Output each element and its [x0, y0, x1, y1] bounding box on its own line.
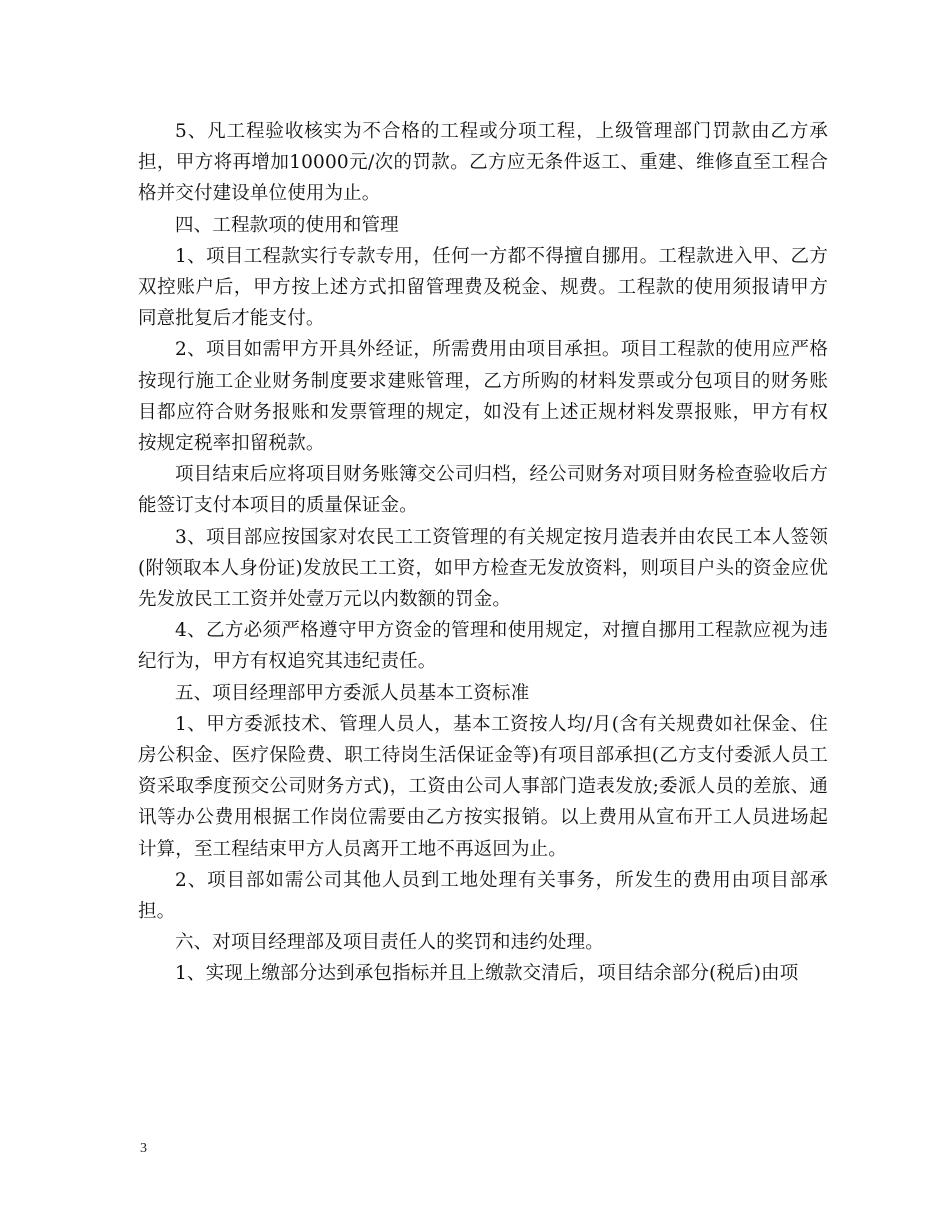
document-body	[138, 116, 828, 990]
paragraph-clause-5-penalty: 5、凡工程验收核实为不合格的工程或分项工程，上级管理部门罚款由乙方承担，甲方将再增加10000元/次的罚款。乙方应无条件返工、重建、维修直至工程合格并交付建设单位使用为止。	[138, 121, 828, 205]
heading-section-6: 六、对项目经理部及项目责任人的奖罚和违约处理。	[175, 932, 604, 954]
paragraph-clause-1-staff-salary: 1、甲方委派技术、管理人员人，基本工资按人均/月(含有关规费如社保金、住房公积金、医疗保险费、职工待岗生活保证金等)有项目部承担(乙方支付委派人员工资采取季度预交公司财务方式)，工资由公司人事部门造表发放;委派人员的差旅、通讯等办公费用根据工作岗位需要由乙方按实报销。以上费用从宣布开工人员进场起计算，至工程结束甲方人员离开工地不再返回为止。	[138, 713, 828, 860]
paragraph-clause-4-discipline: 4、乙方必须严格遵守甲方资金的管理和使用规定，对擅自挪用工程款应视为违纪行为，甲方有权追究其违纪责任。	[138, 620, 828, 673]
heading-section-4: 四、工程款项的使用和管理	[175, 214, 399, 236]
page-number: 3	[140, 1141, 147, 1156]
paragraph-clause-1-dedicated-funds: 1、项目工程款实行专款专用，任何一方都不得擅自挪用。工程款进入甲、乙方双控账户后，甲方按上述方式扣留管理费及税金、规费。工程款的使用须报请甲方同意批复后才能支付。	[138, 245, 828, 330]
paragraph-clause-1-surplus: 1、实现上缴部分达到承包指标并且上缴款交清后，项目结余部分(税后)由项	[175, 963, 799, 985]
paragraph-clause-3-wages: 3、项目部应按国家对农民工工资管理的有关规定按月造表并由农民工本人签领(附领取本人身份证)发放民工工资，如甲方检查无发放资料，则项目户头的资金应优先发放民工工资并处壹万元以内数额的罚金。	[138, 526, 828, 611]
heading-section-5: 五、项目经理部甲方委派人员基本工资标准	[175, 682, 530, 704]
paragraph-project-archive: 项目结束后应将项目财务账簿交公司归档，经公司财务对项目财务检查验收后方能签订支付本项目的质量保证金。	[138, 464, 828, 517]
paragraph-clause-2-staff-expenses: 2、项目部如需公司其他人员到工地处理有关事务，所发生的费用由项目部承担。	[138, 869, 828, 923]
paragraph-clause-2-invoices: 2、项目如需甲方开具外经证，所需费用由项目承担。项目工程款的使用应严格按现行施工企业财务制度要求建账管理，乙方所购的材料发票或分包项目的财务账目都应符合财务报账和发票管理的规定，如没有上述正规材料发票报账，甲方有权按规定税率扣留税款。	[138, 339, 828, 455]
